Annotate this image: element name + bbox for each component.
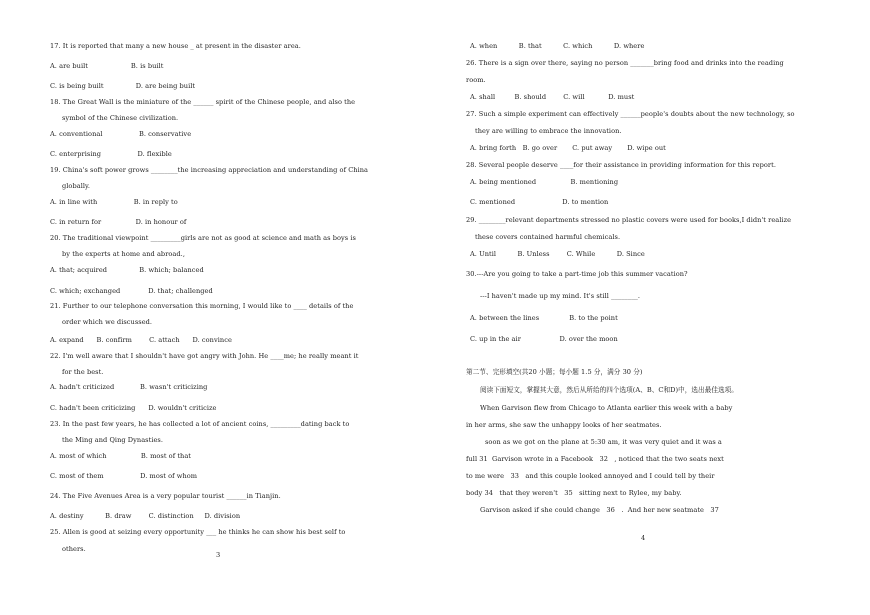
page-number: 3 (216, 551, 221, 559)
text-line: these covers contained harmful chemicals. (475, 233, 621, 241)
text-line: by the experts at home and abroad., (62, 250, 185, 258)
text-line: 27. Such a simple experiment can effectively ______people's doubts about the new technology, so (466, 110, 795, 118)
text-line: A. conventional B. conservative (50, 130, 192, 138)
text-line: A. hadn't criticized B. wasn't criticizing (50, 383, 208, 391)
text-line: order which we discussed. (62, 318, 153, 326)
text-line: A. in line with B. in reply to (50, 198, 178, 206)
text-line: C. enterprising D. flexible (50, 150, 172, 158)
text-line: 28. Several people deserve ____for their assistance in providing information for this report. (466, 161, 776, 169)
text-line: 24. The Five Avenues Area is a very popular tourist ______in Tianjin. (50, 492, 281, 500)
text-line: C. mentioned D. to mention (470, 198, 609, 206)
text-line: C. which; exchanged D. that; challenged (50, 287, 213, 295)
text-line: A. that; acquired B. which; balanced (50, 266, 204, 274)
text-line: A. destiny B. draw C. distinction D. division (50, 512, 241, 520)
text-line: C. hadn't been criticizing D. wouldn't criticize (50, 404, 217, 412)
text-line: 阅读下面短文，掌握其大意，然后从所给的四个选项(A、B、C和D)中，选出最佳选项。 (480, 386, 738, 394)
text-line: A. most of which B. most of that (50, 452, 192, 460)
text-line: A. Until B. Unless C. While D. Since (470, 250, 645, 258)
text-line: A. shall B. should C. will D. must (470, 93, 635, 101)
text-line: 25. Allen is good at seizing every opportunity ___ he thinks he can show his best self to (50, 528, 346, 536)
text-line: 29. ________relevant departments stressed no plastic covers were used for books,I didn't realize (466, 216, 792, 224)
text-line: symbol of the Chinese civilization. (62, 114, 179, 122)
text-line: to me were 33 and this couple looked annoyed and I could tell by their (466, 472, 715, 480)
text-line: A. between the lines B. to the point (470, 314, 618, 322)
text-line: others. (62, 545, 86, 553)
text-line: globally. (62, 182, 91, 190)
text-line: they are willing to embrace the innovation. (475, 127, 622, 135)
text-line: 30.---Are you going to take a part-time job this summer vacation? (466, 270, 688, 278)
text-line: A. when B. that C. which D. where (470, 42, 645, 50)
text-line: ---I haven't made up my mind. It's still ________. (480, 292, 641, 300)
text-line: C. is being built D. are being built (50, 82, 196, 90)
text-line: for the best. (62, 368, 104, 376)
text-line: soon as we got on the plane at 5:30 am, it was very quiet and it was a (485, 438, 722, 446)
text-line: A. bring forth B. go over C. put away D. wipe out (470, 144, 666, 152)
text-line: room. (466, 76, 486, 84)
text-line: C. most of them D. most of whom (50, 472, 198, 480)
text-line: A. being mentioned B. mentioning (470, 178, 619, 186)
text-line: C. in return for D. in honour of (50, 218, 187, 226)
text-line: Garvison asked if she could change 36 . And her new seatmate 37 (480, 506, 719, 514)
text-line: 19. China's soft power grows ________the increasing appreciation and understanding of China (50, 166, 369, 174)
text-line: 26. There is a sign over there, saying no person _______bring food and drinks into the reading (466, 59, 784, 67)
text-line: the Ming and Qing Dynasties. (62, 436, 164, 444)
text-line: in her arms, she saw the unhappy looks of her seatmates. (466, 421, 662, 429)
text-line: A. are built B. is built (50, 62, 164, 70)
text-line: 22. I'm well aware that I shouldn't have got angry with John. He ____me; he really meant it (50, 352, 359, 360)
page-number: 4 (641, 534, 646, 542)
text-line: body 34 that they weren't 35 sitting next to Rylee, my baby. (466, 489, 682, 497)
text-line: 20. The traditional viewpoint _________girls are not as good at science and math as boys is (50, 234, 356, 242)
text-line: 21. Further to our telephone conversation this morning, I would like to ____ details of the (50, 302, 354, 310)
right-page (435, 0, 870, 615)
text-line: 18. The Great Wall is the miniature of the ______ spirit of the Chinese people, and also the (50, 98, 356, 106)
text-line: 17. It is reported that many a new house _ at present in the disaster area. (50, 42, 301, 50)
text-line: full 31 Garvison wrote in a Facebook 32 , noticed that the two seats next (466, 455, 724, 463)
text-line: A. expand B. confirm C. attach D. convince (50, 336, 232, 344)
text-line: When Garvison flew from Chicago to Atlanta earlier this week with a baby (480, 404, 733, 412)
text-line: C. up in the air D. over the moon (470, 335, 618, 343)
text-line: 第二节、完形填空(共20 小题；每小题 1.5 分，满分 30 分) (466, 368, 643, 376)
text-line: 23. In the past few years, he has collected a lot of ancient coins, _________dating back to (50, 420, 350, 428)
